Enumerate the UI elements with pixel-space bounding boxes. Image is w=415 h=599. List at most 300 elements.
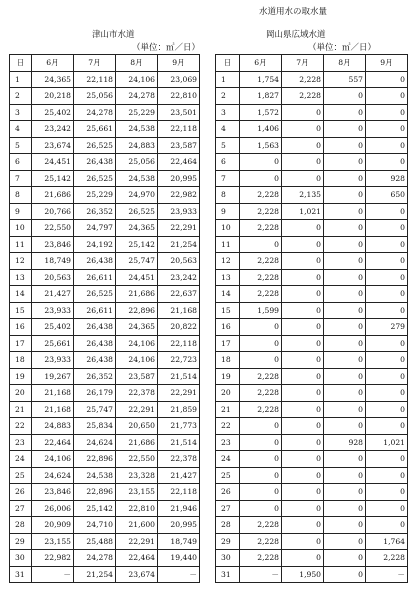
september-cell: 0 xyxy=(366,253,408,270)
table-row xyxy=(216,220,408,237)
june-cell: 18,749 xyxy=(32,253,74,270)
right-table-title: 岡山県広域水道 xyxy=(266,30,326,40)
september-cell: 0 xyxy=(366,269,408,286)
september-cell: 22,464 xyxy=(158,154,200,171)
day-cell: 20 xyxy=(10,385,32,402)
table-row xyxy=(216,418,408,435)
table-row xyxy=(216,451,408,468)
table-row xyxy=(10,104,200,121)
august-cell: 0 xyxy=(324,533,366,550)
june-cell: 21,168 xyxy=(32,385,74,402)
august-cell: 0 xyxy=(324,104,366,121)
june-cell: 2,228 xyxy=(240,385,282,402)
august-cell: 0 xyxy=(324,550,366,567)
day-cell: 19 xyxy=(216,368,240,385)
day-cell: 5 xyxy=(216,137,240,154)
june-cell: 25,402 xyxy=(32,319,74,336)
august-cell: 23,587 xyxy=(116,368,158,385)
day-cell: 26 xyxy=(216,484,240,501)
table-row xyxy=(10,566,200,583)
june-cell: 24,451 xyxy=(32,154,74,171)
june-cell: 24,365 xyxy=(32,71,74,88)
header-august: 8月 xyxy=(116,55,158,72)
july-cell: 26,352 xyxy=(74,368,116,385)
september-cell: 279 xyxy=(366,319,408,336)
table-row xyxy=(216,467,408,484)
september-cell: － xyxy=(366,566,408,583)
june-cell: 25,661 xyxy=(32,335,74,352)
august-cell: 0 xyxy=(324,418,366,435)
july-cell: 0 xyxy=(282,220,324,237)
right-caption: 水道用水の取水量 xyxy=(259,7,328,17)
august-cell: 25,056 xyxy=(116,154,158,171)
table-row xyxy=(216,566,408,583)
august-cell: 22,550 xyxy=(116,451,158,468)
september-cell: 928 xyxy=(366,170,408,187)
table-row xyxy=(216,302,408,319)
august-cell: 0 xyxy=(324,203,366,220)
august-cell: 23,155 xyxy=(116,484,158,501)
day-cell: 18 xyxy=(10,352,32,369)
june-cell: 25,402 xyxy=(32,104,74,121)
june-cell: 23,933 xyxy=(32,302,74,319)
table-row xyxy=(10,137,200,154)
day-cell: 19 xyxy=(10,368,32,385)
june-cell: 23,242 xyxy=(32,121,74,138)
day-cell: 29 xyxy=(216,533,240,550)
header-june: 6月 xyxy=(32,55,74,72)
september-cell: 0 xyxy=(366,451,408,468)
august-cell: 0 xyxy=(324,187,366,204)
left-water-table xyxy=(9,54,200,583)
july-cell: 0 xyxy=(282,121,324,138)
day-cell: 17 xyxy=(10,335,32,352)
july-cell: 25,747 xyxy=(74,401,116,418)
july-cell: 22,896 xyxy=(74,484,116,501)
table-row xyxy=(216,170,408,187)
header-day: 日 xyxy=(216,55,240,72)
august-cell: 0 xyxy=(324,451,366,468)
september-cell: 23,933 xyxy=(158,203,200,220)
july-cell: 26,438 xyxy=(74,154,116,171)
august-cell: 24,106 xyxy=(116,71,158,88)
july-cell: 0 xyxy=(282,533,324,550)
july-cell: 26,611 xyxy=(74,269,116,286)
september-cell: 20,995 xyxy=(158,517,200,534)
table-row xyxy=(10,385,200,402)
day-cell: 4 xyxy=(216,121,240,138)
august-cell: 0 xyxy=(324,236,366,253)
right-header-row xyxy=(216,55,408,72)
august-cell: 20,650 xyxy=(116,418,158,435)
august-cell: 557 xyxy=(324,71,366,88)
day-cell: 20 xyxy=(216,385,240,402)
july-cell: 26,525 xyxy=(74,137,116,154)
table-row xyxy=(10,352,200,369)
day-cell: 21 xyxy=(10,401,32,418)
day-cell: 13 xyxy=(10,269,32,286)
august-cell: 0 xyxy=(324,220,366,237)
august-cell: 0 xyxy=(324,154,366,171)
table-row xyxy=(10,467,200,484)
september-cell: 22,291 xyxy=(158,385,200,402)
day-cell: 26 xyxy=(10,484,32,501)
september-cell: 0 xyxy=(366,352,408,369)
september-cell: 23,069 xyxy=(158,71,200,88)
june-cell: 22,982 xyxy=(32,550,74,567)
table-row xyxy=(216,434,408,451)
day-cell: 30 xyxy=(10,550,32,567)
day-cell: 25 xyxy=(216,467,240,484)
day-cell: 25 xyxy=(10,467,32,484)
july-cell: 21,254 xyxy=(74,566,116,583)
august-cell: 23,328 xyxy=(116,467,158,484)
day-cell: 11 xyxy=(10,236,32,253)
table-row xyxy=(216,368,408,385)
september-cell: 21,254 xyxy=(158,236,200,253)
table-row xyxy=(10,550,200,567)
day-cell: 16 xyxy=(216,319,240,336)
september-cell: 22,118 xyxy=(158,484,200,501)
day-cell: 21 xyxy=(216,401,240,418)
table-row xyxy=(216,550,408,567)
september-cell: 0 xyxy=(366,517,408,534)
september-cell: 21,773 xyxy=(158,418,200,435)
table-row xyxy=(10,121,200,138)
july-cell: 0 xyxy=(282,253,324,270)
day-cell: 8 xyxy=(10,187,32,204)
table-row xyxy=(216,335,408,352)
july-cell: 0 xyxy=(282,368,324,385)
august-cell: 22,810 xyxy=(116,500,158,517)
july-cell: 0 xyxy=(282,451,324,468)
august-cell: 22,464 xyxy=(116,550,158,567)
august-cell: 25,747 xyxy=(116,253,158,270)
table-row xyxy=(10,220,200,237)
day-cell: 12 xyxy=(216,253,240,270)
september-cell: 22,378 xyxy=(158,451,200,468)
september-cell: 22,982 xyxy=(158,187,200,204)
september-cell: 0 xyxy=(366,121,408,138)
august-cell: 25,229 xyxy=(116,104,158,121)
september-cell: 0 xyxy=(366,104,408,121)
july-cell: 0 xyxy=(282,286,324,303)
september-cell: 22,291 xyxy=(158,220,200,237)
july-cell: 26,352 xyxy=(74,203,116,220)
september-cell: 21,946 xyxy=(158,500,200,517)
september-cell: 0 xyxy=(366,220,408,237)
september-cell: 1,021 xyxy=(366,434,408,451)
table-row xyxy=(216,385,408,402)
june-cell: 2,228 xyxy=(240,203,282,220)
day-cell: 24 xyxy=(216,451,240,468)
june-cell: 0 xyxy=(240,451,282,468)
left-table-unit: （単位：㎥／日） xyxy=(132,43,201,53)
header-august: 8月 xyxy=(324,55,366,72)
june-cell: 20,218 xyxy=(32,88,74,105)
table-row xyxy=(10,302,200,319)
july-cell: 24,278 xyxy=(74,550,116,567)
july-cell: 0 xyxy=(282,319,324,336)
july-cell: 0 xyxy=(282,154,324,171)
august-cell: 24,106 xyxy=(116,335,158,352)
table-row xyxy=(10,434,200,451)
june-cell: 2,228 xyxy=(240,368,282,385)
day-cell: 17 xyxy=(216,335,240,352)
september-cell: 20,822 xyxy=(158,319,200,336)
table-row xyxy=(10,451,200,468)
september-cell: 0 xyxy=(366,484,408,501)
table-row xyxy=(10,71,200,88)
august-cell: 22,378 xyxy=(116,385,158,402)
july-cell: 24,538 xyxy=(74,467,116,484)
july-cell: 25,056 xyxy=(74,88,116,105)
july-cell: 26,438 xyxy=(74,335,116,352)
day-cell: 9 xyxy=(216,203,240,220)
july-cell: 25,834 xyxy=(74,418,116,435)
august-cell: 928 xyxy=(324,434,366,451)
june-cell: 2,228 xyxy=(240,220,282,237)
july-cell: 0 xyxy=(282,418,324,435)
day-cell: 10 xyxy=(10,220,32,237)
table-row xyxy=(10,533,200,550)
september-cell: 23,501 xyxy=(158,104,200,121)
day-cell: 13 xyxy=(216,269,240,286)
september-cell: 19,440 xyxy=(158,550,200,567)
july-cell: 26,611 xyxy=(74,302,116,319)
june-cell: 23,155 xyxy=(32,533,74,550)
august-cell: 24,970 xyxy=(116,187,158,204)
table-row xyxy=(10,517,200,534)
july-cell: 26,438 xyxy=(74,319,116,336)
july-cell: 1,021 xyxy=(282,203,324,220)
day-cell: 6 xyxy=(216,154,240,171)
august-cell: 25,142 xyxy=(116,236,158,253)
day-cell: 28 xyxy=(10,517,32,534)
september-cell: 21,514 xyxy=(158,434,200,451)
july-cell: 0 xyxy=(282,335,324,352)
june-cell: 2,228 xyxy=(240,253,282,270)
july-cell: 0 xyxy=(282,550,324,567)
july-cell: 0 xyxy=(282,137,324,154)
june-cell: 2,228 xyxy=(240,401,282,418)
day-cell: 7 xyxy=(216,170,240,187)
day-cell: 5 xyxy=(10,137,32,154)
header-june: 6月 xyxy=(240,55,282,72)
day-cell: 8 xyxy=(216,187,240,204)
september-cell: 0 xyxy=(366,236,408,253)
august-cell: 0 xyxy=(324,269,366,286)
august-cell: 0 xyxy=(324,286,366,303)
june-cell: 1,827 xyxy=(240,88,282,105)
september-cell: 22,118 xyxy=(158,335,200,352)
june-cell: 25,142 xyxy=(32,170,74,187)
june-cell: 23,933 xyxy=(32,352,74,369)
august-cell: 24,365 xyxy=(116,220,158,237)
july-cell: 25,488 xyxy=(74,533,116,550)
august-cell: 0 xyxy=(324,566,366,583)
day-cell: 1 xyxy=(216,71,240,88)
august-cell: 26,525 xyxy=(116,203,158,220)
september-cell: 23,587 xyxy=(158,137,200,154)
july-cell: 26,525 xyxy=(74,286,116,303)
august-cell: 24,365 xyxy=(116,319,158,336)
july-cell: 22,118 xyxy=(74,71,116,88)
july-cell: 25,142 xyxy=(74,500,116,517)
june-cell: 22,464 xyxy=(32,434,74,451)
august-cell: 22,896 xyxy=(116,302,158,319)
header-july: 7月 xyxy=(282,55,324,72)
june-cell: 1,572 xyxy=(240,104,282,121)
day-cell: 1 xyxy=(10,71,32,88)
table-row xyxy=(216,401,408,418)
july-cell: 1,950 xyxy=(282,566,324,583)
table-row xyxy=(216,533,408,550)
july-cell: 0 xyxy=(282,434,324,451)
table-row xyxy=(216,286,408,303)
july-cell: 24,624 xyxy=(74,434,116,451)
september-cell: 21,168 xyxy=(158,302,200,319)
june-cell: 0 xyxy=(240,484,282,501)
header-july: 7月 xyxy=(74,55,116,72)
june-cell: 0 xyxy=(240,170,282,187)
table-row xyxy=(10,170,200,187)
june-cell: 2,228 xyxy=(240,550,282,567)
july-cell: 0 xyxy=(282,269,324,286)
day-cell: 15 xyxy=(10,302,32,319)
table-row xyxy=(216,88,408,105)
july-cell: 24,797 xyxy=(74,220,116,237)
september-cell: 22,723 xyxy=(158,352,200,369)
day-cell: 2 xyxy=(10,88,32,105)
june-cell: 0 xyxy=(240,319,282,336)
june-cell: 24,624 xyxy=(32,467,74,484)
day-cell: 11 xyxy=(216,236,240,253)
table-row xyxy=(10,335,200,352)
june-cell: 0 xyxy=(240,467,282,484)
september-cell: 21,859 xyxy=(158,401,200,418)
august-cell: 0 xyxy=(324,401,366,418)
july-cell: 26,438 xyxy=(74,253,116,270)
september-cell: 22,118 xyxy=(158,121,200,138)
table-row xyxy=(10,187,200,204)
table-row xyxy=(10,88,200,105)
header-september: 9月 xyxy=(158,55,200,72)
table-row xyxy=(10,253,200,270)
july-cell: 0 xyxy=(282,401,324,418)
september-cell: 0 xyxy=(366,401,408,418)
september-cell: 23,242 xyxy=(158,269,200,286)
july-cell: 0 xyxy=(282,500,324,517)
table-row xyxy=(10,154,200,171)
july-cell: 26,525 xyxy=(74,170,116,187)
day-cell: 24 xyxy=(10,451,32,468)
day-cell: 7 xyxy=(10,170,32,187)
august-cell: 0 xyxy=(324,484,366,501)
june-cell: 24,883 xyxy=(32,418,74,435)
september-cell: － xyxy=(158,566,200,583)
september-cell: 18,749 xyxy=(158,533,200,550)
june-cell: 0 xyxy=(240,236,282,253)
august-cell: 24,451 xyxy=(116,269,158,286)
day-cell: 14 xyxy=(216,286,240,303)
september-cell: 0 xyxy=(366,71,408,88)
august-cell: 0 xyxy=(324,170,366,187)
september-cell: 20,563 xyxy=(158,253,200,270)
table-row xyxy=(10,203,200,220)
august-cell: 0 xyxy=(324,352,366,369)
day-cell: 31 xyxy=(216,566,240,583)
september-cell: 0 xyxy=(366,368,408,385)
day-cell: 3 xyxy=(10,104,32,121)
table-row xyxy=(10,286,200,303)
day-cell: 23 xyxy=(10,434,32,451)
june-cell: 0 xyxy=(240,418,282,435)
day-cell: 6 xyxy=(10,154,32,171)
day-cell: 22 xyxy=(216,418,240,435)
july-cell: 24,192 xyxy=(74,236,116,253)
august-cell: 24,538 xyxy=(116,121,158,138)
day-cell: 28 xyxy=(216,517,240,534)
september-cell: 0 xyxy=(366,203,408,220)
table-row xyxy=(10,484,200,501)
june-cell: 20,766 xyxy=(32,203,74,220)
august-cell: 0 xyxy=(324,121,366,138)
july-cell: 25,229 xyxy=(74,187,116,204)
day-cell: 2 xyxy=(216,88,240,105)
july-cell: 26,438 xyxy=(74,352,116,369)
table-row xyxy=(216,121,408,138)
july-cell: 22,896 xyxy=(74,451,116,468)
september-cell: 0 xyxy=(366,286,408,303)
july-cell: 0 xyxy=(282,467,324,484)
july-cell: 0 xyxy=(282,484,324,501)
june-cell: 0 xyxy=(240,335,282,352)
july-cell: 0 xyxy=(282,170,324,187)
june-cell: 2,228 xyxy=(240,286,282,303)
august-cell: 0 xyxy=(324,302,366,319)
september-cell: 0 xyxy=(366,137,408,154)
day-cell: 14 xyxy=(10,286,32,303)
june-cell: 20,563 xyxy=(32,269,74,286)
june-cell: 23,846 xyxy=(32,236,74,253)
table-row xyxy=(216,319,408,336)
august-cell: 0 xyxy=(324,467,366,484)
table-row xyxy=(10,500,200,517)
july-cell: 0 xyxy=(282,517,324,534)
august-cell: 21,686 xyxy=(116,286,158,303)
june-cell: 24,106 xyxy=(32,451,74,468)
june-cell: 1,406 xyxy=(240,121,282,138)
june-cell: 23,674 xyxy=(32,137,74,154)
september-cell: 0 xyxy=(366,88,408,105)
september-cell: 20,995 xyxy=(158,170,200,187)
august-cell: 24,538 xyxy=(116,170,158,187)
september-cell: 0 xyxy=(366,500,408,517)
june-cell: 20,909 xyxy=(32,517,74,534)
table-row xyxy=(216,253,408,270)
june-cell: 1,599 xyxy=(240,302,282,319)
july-cell: 0 xyxy=(282,385,324,402)
june-cell: 22,550 xyxy=(32,220,74,237)
table-row xyxy=(216,236,408,253)
table-row xyxy=(216,352,408,369)
june-cell: 26,006 xyxy=(32,500,74,517)
july-cell: 2,135 xyxy=(282,187,324,204)
august-cell: 24,278 xyxy=(116,88,158,105)
day-cell: 27 xyxy=(10,500,32,517)
august-cell: 0 xyxy=(324,137,366,154)
